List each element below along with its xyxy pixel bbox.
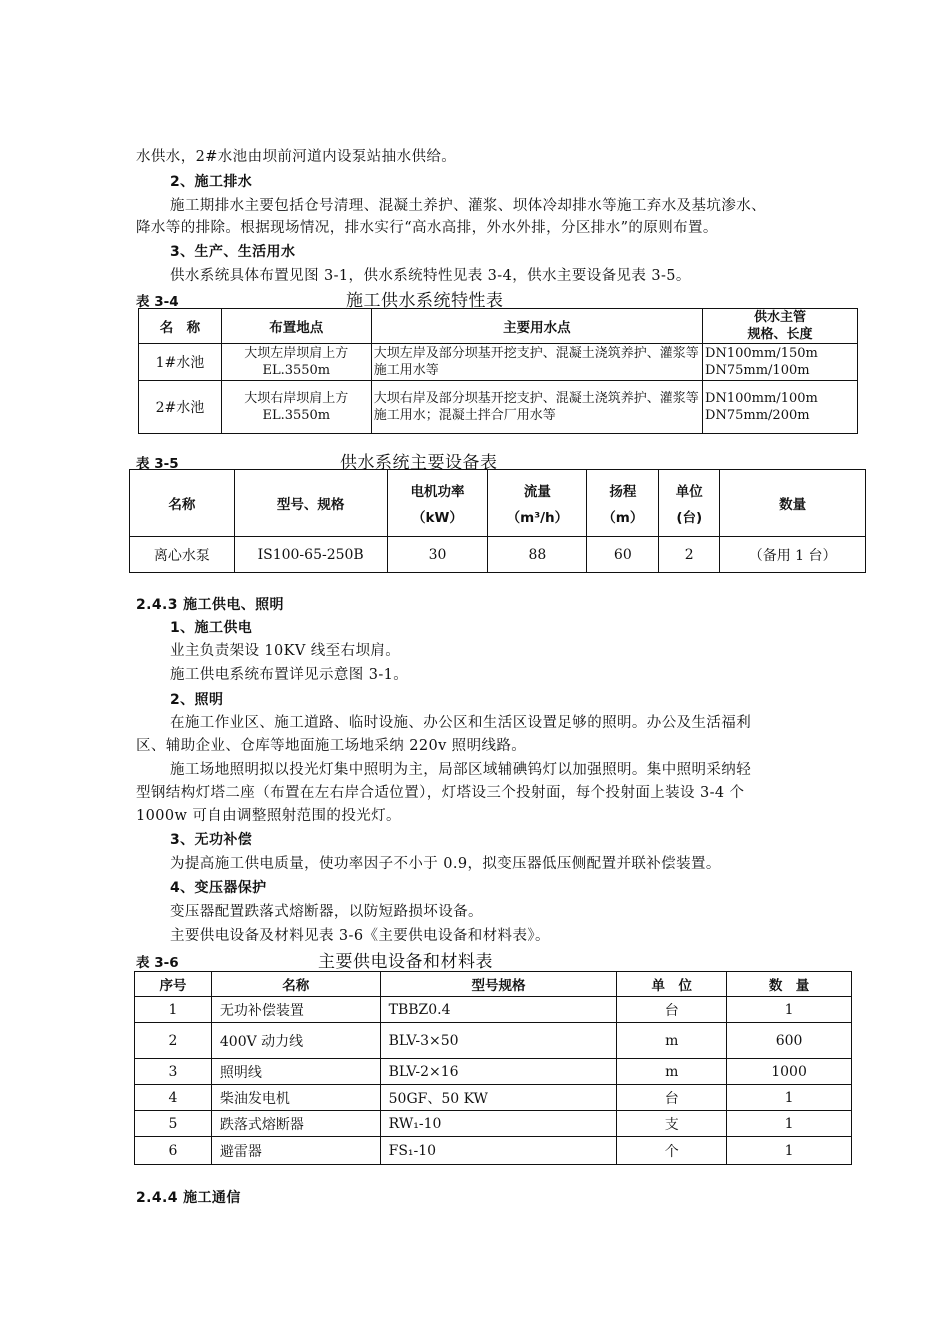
table35-header-power <box>387 470 488 537</box>
cell: m <box>617 1023 727 1059</box>
water-use-line-1: 供水系统具体布置见图 3-1，供水系统特性见表 3-4，供水主要设备见表 3-5。 <box>170 268 691 284</box>
table35-header-model-text: 型号、规格 <box>276 497 345 513</box>
pool-location <box>221 344 371 381</box>
cell: 3 <box>135 1059 212 1085</box>
pool-name: 2#水池 <box>139 381 222 434</box>
table34-header-row <box>139 309 858 344</box>
cell: 台 <box>617 1085 727 1111</box>
cell: 88 <box>488 537 587 573</box>
pool-pipe <box>703 344 858 381</box>
table36-header: 单 位 <box>617 972 727 997</box>
table35-header-qty-text: 数量 <box>779 497 807 513</box>
s2-line-1: 在施工作业区、施工道路、临时设施、办公区和生活区设置足够的照明。办公及生活福利 <box>170 715 752 731</box>
cell: 离心水泵 <box>130 537 235 573</box>
cell: FS₁-10 <box>380 1137 617 1165</box>
s1-heading: 1、施工供电 <box>170 620 253 636</box>
cell: 60 <box>587 537 659 573</box>
cell: 避雷器 <box>211 1137 380 1165</box>
cell: 1 <box>727 1111 852 1137</box>
cell: m <box>617 1059 727 1085</box>
cell: 1 <box>727 1085 852 1111</box>
table36-header-row <box>135 972 852 997</box>
table-row <box>135 1111 852 1137</box>
cell: 个 <box>617 1137 727 1165</box>
table-row <box>135 997 852 1023</box>
table34-header-pipe <box>703 309 858 344</box>
table36-label: 表 3-6 <box>136 955 179 971</box>
pool-location <box>221 381 371 434</box>
table36-title: 主要供电设备和材料表 <box>318 952 493 972</box>
s4-line-1: 变压器配置跌落式熔断器，以防短路损坏设备。 <box>170 904 483 920</box>
s2-line-2: 区、辅助企业、仓库等地面施工场地采纳 220v 照明线路。 <box>136 738 527 754</box>
pool-location-2: EL.3550m <box>262 363 331 378</box>
table35-header-name <box>130 470 235 537</box>
s2-line-5: 1000w 可自由调整照射范围的投光灯。 <box>136 808 401 824</box>
table34 <box>138 308 858 434</box>
s2-heading: 2、照明 <box>170 692 224 708</box>
cell: 50GF、50 KW <box>380 1085 617 1111</box>
section-244-heading: 2.4.4 施工通信 <box>136 1190 241 1206</box>
water-use-heading: 3、生产、生活用水 <box>170 244 296 260</box>
cell: RW₁-10 <box>380 1111 617 1137</box>
table35-header-unit-sub: (台) <box>676 510 703 526</box>
cell: 支 <box>617 1111 727 1137</box>
s1-line-1: 业主负责架设 10KV 线至右坝肩。 <box>170 643 401 659</box>
table36 <box>134 971 852 1165</box>
pool-points: 大坝左岸及部分坝基开挖支护、混凝土浇筑养护、灌浆等施工用水等 <box>371 344 702 381</box>
table34-title: 施工供水系统特性表 <box>346 291 504 311</box>
cell: 1 <box>135 997 212 1023</box>
pool-pipe-2: DN75mm/200m <box>705 408 810 423</box>
cell: TBBZ0.4 <box>380 997 617 1023</box>
cell: 30 <box>387 537 488 573</box>
table35-header-head-text: 扬程 <box>609 484 637 500</box>
table35-header-model <box>234 470 387 537</box>
s2-line-4: 型钢结构灯塔二座（布置在左右岸合适位置），灯塔设三个投射面，每个投射面上装设 3-4 个 <box>136 785 745 801</box>
table34-header-points: 主要用水点 <box>371 309 702 344</box>
table-row <box>139 381 858 434</box>
table36-header: 名称 <box>211 972 380 997</box>
s1-line-2: 施工供电系统布置详见示意图 3-1。 <box>170 667 409 683</box>
cell: 1 <box>727 1137 852 1165</box>
table35-header-qty <box>720 470 866 537</box>
s4-line-2: 主要供电设备及材料见表 3-6《主要供电设备和材料表》。 <box>170 928 550 944</box>
table35-label: 表 3-5 <box>136 456 179 472</box>
cell: 6 <box>135 1137 212 1165</box>
table35-header-name-text: 名称 <box>168 497 196 513</box>
table35-header-head-unit: （m） <box>602 510 644 526</box>
s3-line-1: 为提高施工供电质量，使功率因子不小于 0.9，拟变压器低压侧配置并联补偿装置。 <box>170 856 721 872</box>
cell: （备用 1 台） <box>720 537 866 573</box>
pool-location-2: EL.3550m <box>262 408 331 423</box>
table34-label: 表 3-4 <box>136 294 179 310</box>
s2-line-3: 施工场地照明拟以投光灯集中照明为主，局部区域辅碘钨灯以加强照明。集中照明采纳轻 <box>170 762 752 778</box>
cell: 柴油发电机 <box>211 1085 380 1111</box>
drainage-line-2: 降水等的排除。根据现场情况，排水实行“高水高排，外水外排，分区排水”的原则布置。 <box>136 220 718 236</box>
table34-header-location: 布置地点 <box>221 309 371 344</box>
cell: 2 <box>135 1023 212 1059</box>
pool-name: 1#水池 <box>139 344 222 381</box>
s3-heading: 3、无功补偿 <box>170 832 253 848</box>
pool-location-1: 大坝右岸坝肩上方 <box>244 391 349 406</box>
table-row <box>135 1137 852 1165</box>
table-row <box>135 1023 852 1059</box>
table35 <box>129 469 866 573</box>
table-row <box>130 537 866 573</box>
pool-pipe-1: DN100mm/100m <box>705 391 818 406</box>
table35-header-unit-text: 单位 <box>675 484 703 500</box>
cell: 台 <box>617 997 727 1023</box>
table35-header-flow-text: 流量 <box>523 484 551 500</box>
table35-header-flow-unit: （m³/h） <box>506 510 569 526</box>
table35-header-flow <box>488 470 587 537</box>
table36-header: 序号 <box>135 972 212 997</box>
cell: 1000 <box>727 1059 852 1085</box>
table35-title: 供水系统主要设备表 <box>340 453 498 473</box>
table35-header-power-text: 电机功率 <box>410 484 465 500</box>
cell: 跌落式熔断器 <box>211 1111 380 1137</box>
pool-pipe-1: DN100mm/150m <box>705 346 818 361</box>
cell: 无功补偿装置 <box>211 997 380 1023</box>
cell: 4 <box>135 1085 212 1111</box>
table34-header-pipe-1: 供水主管 <box>754 310 807 325</box>
table35-header-unit <box>659 470 720 537</box>
intro-line: 水供水，2#水池由坝前河道内设泵站抽水供给。 <box>136 149 457 165</box>
drainage-heading: 2、施工排水 <box>170 174 253 190</box>
cell: 5 <box>135 1111 212 1137</box>
section-243-heading: 2.4.3 施工供电、照明 <box>136 597 284 613</box>
table34-header-name: 名 称 <box>139 309 222 344</box>
table35-header-row <box>130 470 866 537</box>
table35-header-head <box>587 470 659 537</box>
cell: 1 <box>727 997 852 1023</box>
table34-header-pipe-2: 规格、长度 <box>747 327 813 342</box>
table-row <box>135 1059 852 1085</box>
cell: 照明线 <box>211 1059 380 1085</box>
pool-pipe-2: DN75mm/100m <box>705 363 810 378</box>
table35-header-power-unit: （kW） <box>412 510 463 526</box>
cell: BLV-3×50 <box>380 1023 617 1059</box>
s4-heading: 4、变压器保护 <box>170 880 267 896</box>
table36-header: 型号规格 <box>380 972 617 997</box>
pool-location-1: 大坝左岸坝肩上方 <box>244 346 349 361</box>
table36-header: 数 量 <box>727 972 852 997</box>
cell: IS100-65-250B <box>234 537 387 573</box>
cell: 400V 动力线 <box>211 1023 380 1059</box>
table-row <box>139 344 858 381</box>
pool-points: 大坝右岸及部分坝基开挖支护、混凝土浇筑养护、灌浆等施工用水；混凝土拌合厂用水等 <box>371 381 702 434</box>
drainage-line-1: 施工期排水主要包括仓号清理、混凝土养护、灌浆、坝体冷却排水等施工弃水及基坑渗水、 <box>170 198 766 214</box>
cell: BLV-2×16 <box>380 1059 617 1085</box>
table-row <box>135 1085 852 1111</box>
cell: 600 <box>727 1023 852 1059</box>
pool-pipe <box>703 381 858 434</box>
cell: 2 <box>659 537 720 573</box>
